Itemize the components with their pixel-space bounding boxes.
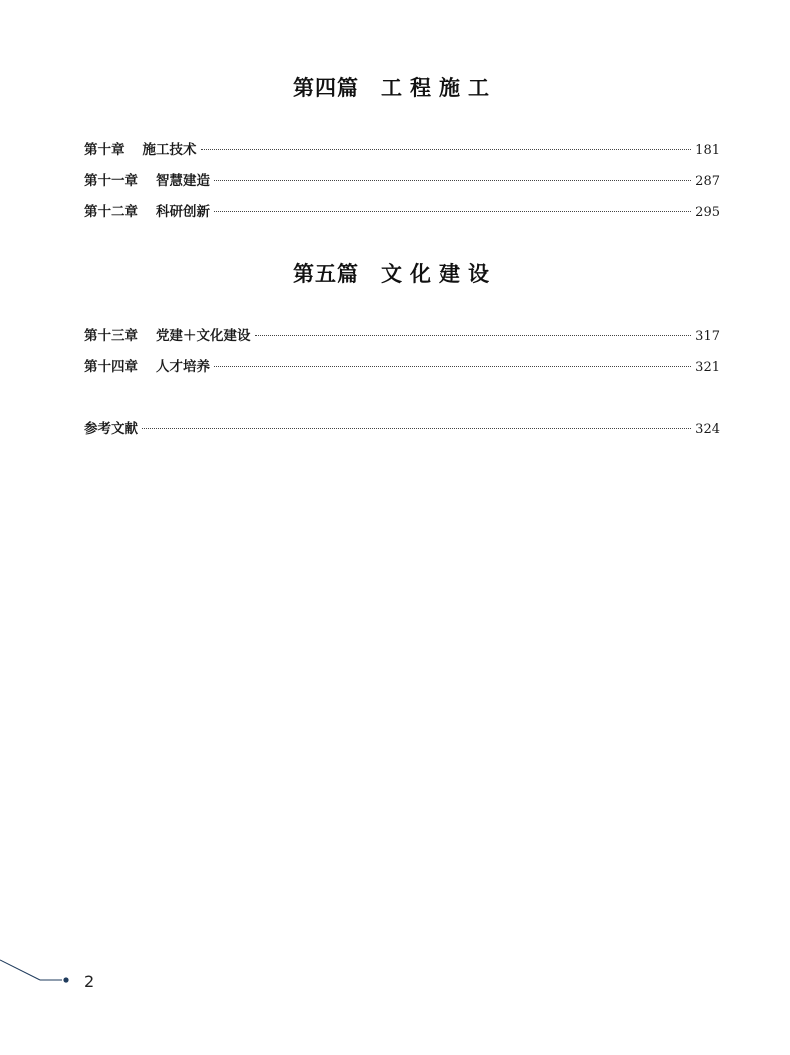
dot-leader (201, 149, 692, 150)
page-number: 295 (695, 205, 720, 220)
toc-entry-chapter-12[interactable] (84, 200, 720, 220)
page-number: 324 (695, 422, 720, 437)
page-number: 181 (695, 143, 720, 158)
chapter-number: 第十二章 (84, 204, 138, 220)
chapter-title: 党建＋文化建设 (156, 328, 251, 344)
dot-leader (214, 180, 691, 181)
dot-leader (142, 428, 691, 429)
toc-entry-chapter-10[interactable] (84, 138, 720, 158)
toc-entry-references[interactable] (84, 417, 720, 437)
dot-leader (214, 211, 691, 212)
dot-leader (214, 366, 691, 367)
footer-page-number: 2 (84, 972, 95, 991)
chapter-title: 施工技术 (142, 142, 197, 158)
part-name: 工程施工 (381, 75, 497, 100)
part-name: 文化建设 (381, 261, 497, 286)
chapter-title: 科研创新 (156, 204, 210, 220)
toc-entry-chapter-13[interactable] (84, 324, 720, 344)
chapter-title: 智慧建造 (156, 173, 210, 189)
footer-ornament-icon (0, 958, 70, 988)
chapter-number: 第十四章 (84, 359, 138, 375)
page-number: 321 (695, 360, 720, 375)
chapter-number: 第十三章 (84, 328, 138, 344)
part-title-4 (0, 72, 790, 102)
part-prefix: 第五篇 (293, 261, 359, 286)
toc-entry-chapter-11[interactable] (84, 169, 720, 189)
chapter-title: 人才培养 (156, 359, 210, 375)
part-title-5 (0, 258, 790, 288)
toc-entry-chapter-14[interactable] (84, 355, 720, 375)
chapter-number: 第十章 (84, 142, 125, 158)
references-title: 参考文献 (84, 421, 138, 437)
dot-leader (255, 335, 692, 336)
chapter-number: 第十一章 (84, 173, 138, 189)
page-number: 287 (695, 174, 720, 189)
part-prefix: 第四篇 (293, 75, 359, 100)
page-number: 317 (695, 329, 720, 344)
